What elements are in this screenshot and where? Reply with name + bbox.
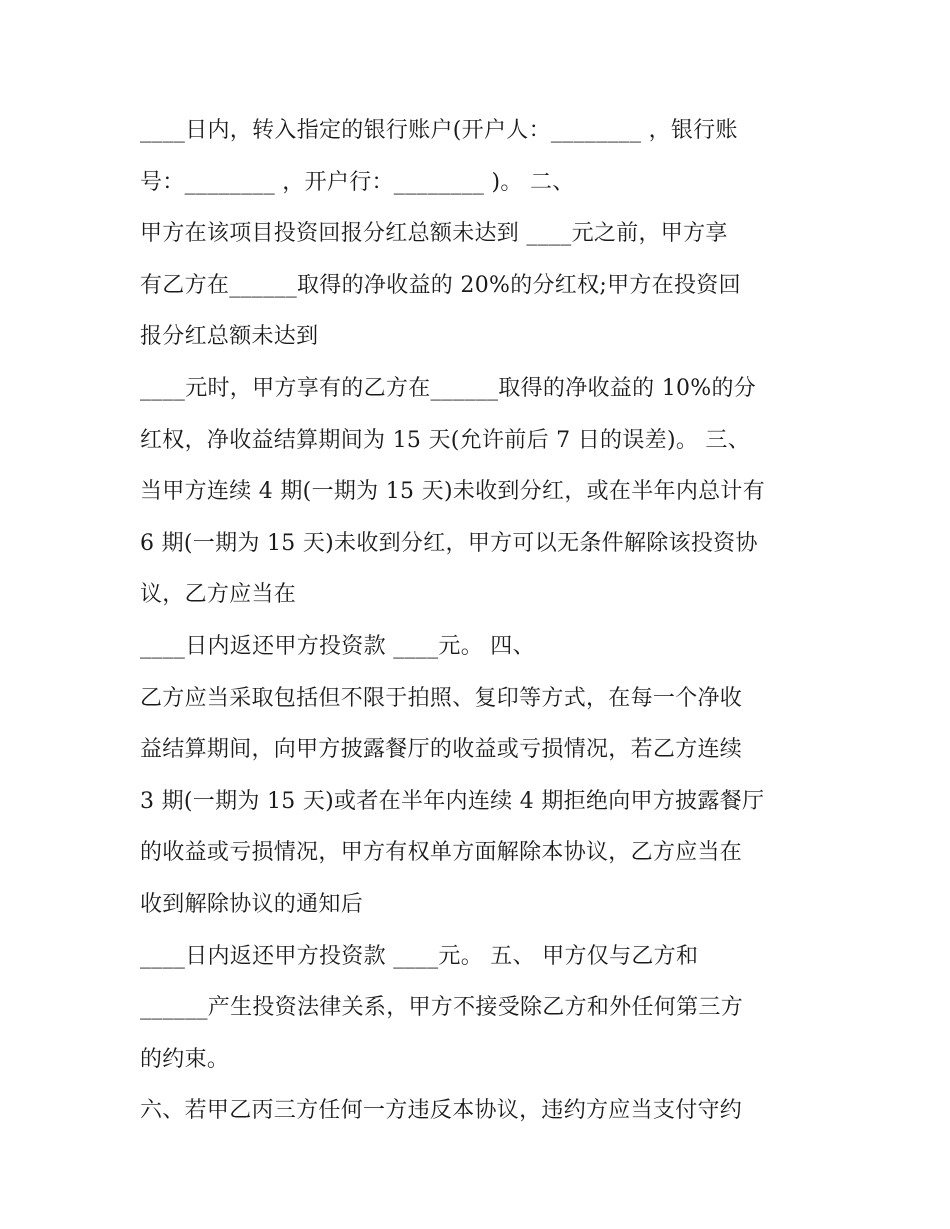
text-line: 益结算期间，向甲方披露餐厅的收益或亏损情况，若乙方连续 (140, 737, 743, 763)
text-line: 的收益或亏损情况，甲方有权单方面解除本协议，乙方应当在 (140, 840, 743, 866)
text-line: ______产生投资法律关系，甲方不接受除乙方和外任何第三方 (140, 995, 744, 1021)
text-line: 六、若甲乙丙三方任何一方违反本协议，违约方应当支付守约 (140, 1098, 743, 1124)
text-line: 号：________ ，开户行：________ )。 二、 (140, 169, 575, 195)
text-line: ____日内返还甲方投资款 ____元。 四、 (140, 633, 535, 659)
text-line: 乙方应当采取包括但不限于拍照、复印等方式，在每一个净收 (140, 685, 743, 711)
text-line: 红权，净收益结算期间为 15 天(允许前后 7 日的误差)。 三、 (140, 427, 751, 453)
text-line: ____日内返还甲方投资款 ____元。 五、 甲方仅与乙方和 (140, 943, 699, 969)
text-line: 6 期(一期为 15 天)未收到分红，甲方可以无条件解除该投资协 (140, 530, 758, 556)
agreement-text-body (140, 105, 830, 1137)
text-line: 议，乙方应当在 (140, 582, 297, 608)
text-line: ____日内，转入指定的银行账户(开户人：________ ，银行账 (140, 118, 738, 143)
text-line: 有乙方在______取得的净收益的 20%的分红权;甲方在投资回 (140, 272, 741, 298)
text-line: 收到解除协议的通知后 (140, 891, 364, 917)
text-line: 甲方在该项目投资回报分红总额未达到 ____元之前，甲方享 (140, 221, 728, 247)
text-line: 报分红总额未达到 (140, 324, 319, 350)
text-line: 当甲方连续 4 期(一期为 15 天)未收到分红，或在半年内总计有 (140, 479, 766, 505)
text-line: ____元时，甲方享有的乙方在______取得的净收益的 10%的分 (140, 375, 757, 401)
text-line: 的约束。 (140, 1046, 230, 1072)
text-line: 3 期(一期为 15 天)或者在半年内连续 4 期拒绝向甲方披露餐厅 (140, 788, 765, 814)
